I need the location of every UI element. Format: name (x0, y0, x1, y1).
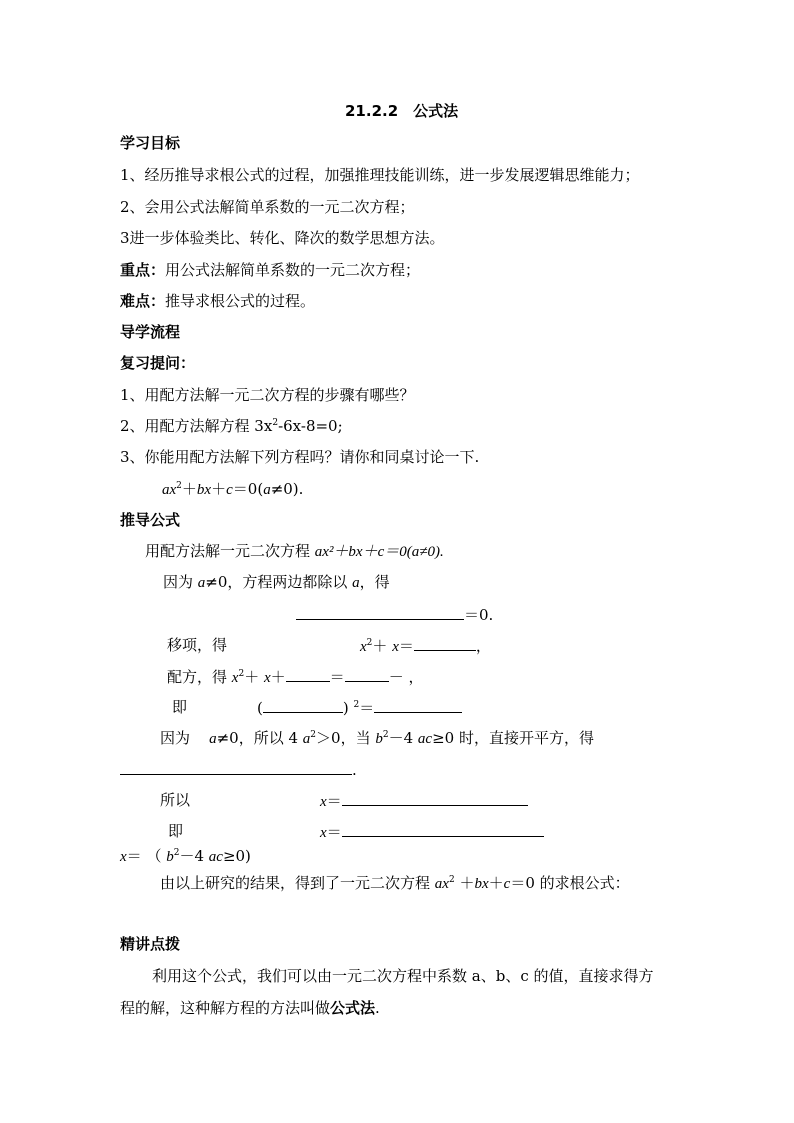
blank-line (120, 759, 352, 775)
eq-plus2: ＋ (211, 480, 227, 498)
sum-a: 由以上研究的结果，得到了一元二次方程 (160, 874, 435, 892)
s7-x: x (320, 825, 327, 841)
s8-c: －4 (179, 847, 209, 865)
difficulty-text: 推导求根公式的过程。 (165, 292, 316, 310)
derive-intro-eq: ax²＋bx＋c＝0(a≠0). (314, 544, 444, 560)
explain-p1: 利用这个公式，我们可以由一元二次方程中系数 a、b、c 的值，直接求得方 (152, 967, 654, 985)
eq-ne: ≠0). (270, 480, 304, 498)
derive-step1 (163, 572, 390, 593)
eq-bx: bx (196, 482, 212, 498)
sum-d: ＝0 的求根公式： (510, 874, 630, 892)
s2-plus: ＋ (372, 637, 388, 655)
s2-end: ， (475, 637, 491, 655)
key-point (120, 260, 420, 280)
explain-p2 (120, 998, 380, 1018)
derive-intro (145, 541, 444, 562)
derive-step4-label: 即 (172, 698, 188, 716)
s8-x: x (120, 849, 127, 865)
derive-step1-blank (296, 604, 493, 625)
s3-x2: x (263, 670, 271, 686)
explain-p2-bold: 公式法 (330, 999, 376, 1017)
review-heading: 复习提问： (120, 354, 196, 372)
derive-heading: 推导公式 (120, 511, 181, 529)
review-q2: 2、用配方法解方程 $3x^2-6x-8=0$; (120, 417, 343, 435)
derive-step2-label: 移项，得 (167, 636, 228, 654)
s8-ac: ac (208, 849, 223, 865)
explain-p2-b: . (375, 999, 380, 1017)
s1-b: ≠0，方程两边都除以 (205, 573, 353, 591)
s3-plus2: ＋ (270, 668, 286, 686)
page-title: 21.2.2 公式法 (345, 102, 459, 120)
sum-c: ＋ (488, 874, 504, 892)
s3-minus: － ， (388, 668, 424, 686)
derive-step3: 配方，得 $x^2+ x+$ ＝ － ， (167, 668, 424, 686)
goal-item-1: 1、经历推导求根公式的过程，加强推理技能训练，进一步发展逻辑思维能力； (120, 166, 640, 184)
eq-a2: a (263, 482, 271, 498)
s3-label: 配方，得 (167, 668, 232, 686)
derive-step6 (320, 790, 528, 812)
s8-d: ≥0) (222, 847, 251, 865)
review-q3: 3、你能用配方法解下列方程吗？请你和同桌讨论一下. (120, 448, 480, 466)
sum-b: ＋ (454, 874, 475, 892)
s3-eq: ＝ (329, 668, 345, 686)
blank-line (263, 697, 343, 713)
explain-heading: 精讲点拨 (120, 935, 181, 953)
explain-p2-a: 程的解，这种解方程的方法叫做 (120, 999, 331, 1017)
derive-step4 (257, 697, 462, 718)
eq-plus: ＋ (181, 480, 197, 498)
s5-e: ≥0 时，直接开平方，得 (432, 729, 594, 747)
goals-heading: 学习目标 (120, 134, 181, 152)
derive-step2: $x^2+ x=$ ， (360, 637, 491, 655)
s8-b: b (166, 849, 174, 865)
s4-close: ) (342, 699, 349, 717)
s6-eq: ＝ (326, 792, 342, 810)
s4-eq: ＝ (359, 699, 375, 717)
derive-intro-text: 用配方法解一元二次方程 (145, 542, 315, 560)
goal-item-3: 3进一步体验类比、转化、降次的数学思想方法。 (120, 229, 445, 247)
goal-item-2: 2、会用公式法解简单系数的一元二次方程； (120, 198, 415, 216)
s2-x: x (360, 639, 367, 655)
s5-c: ＞0，当 (316, 729, 376, 747)
s5-b2: b (375, 731, 383, 747)
s5-end: . (352, 761, 357, 779)
s1-var2: a (352, 575, 360, 591)
blank-line (342, 821, 544, 837)
derive-step8: x＝ （ $b^2-4$ ac≥0) (120, 847, 251, 865)
review-q2-pre: 2、用配方法解方程 3x (120, 417, 273, 435)
s1-tail: ＝0. (464, 606, 494, 624)
s3-plus: ＋ (244, 668, 260, 686)
derive-step5-blank (120, 759, 357, 780)
blank-line (342, 790, 528, 806)
eq-rest: ＝0( (232, 480, 264, 498)
sum-bx: bx (474, 876, 489, 892)
review-q2-post: -6x-8=0; (278, 417, 343, 435)
s5-var2: a (302, 731, 311, 747)
flow-heading: 导学流程 (120, 323, 181, 341)
review-equation: $ax^2+bx+c=0(a\ne 0)$. (162, 480, 304, 498)
s1-a: 因为 (163, 573, 198, 591)
s5-b: ≠0，所以 4 (216, 729, 303, 747)
blank-line (414, 635, 476, 651)
s6-x: x (320, 794, 327, 810)
difficulty-label: 难点： (120, 292, 166, 310)
eq-c: c (226, 482, 233, 498)
derive-step7 (320, 821, 544, 843)
s4-sq: 2 (353, 700, 360, 710)
s1-c: ，得 (359, 573, 390, 591)
eq-ax: ax (162, 482, 177, 498)
s5-a: 因为 (160, 729, 191, 747)
s1-var: a (197, 575, 206, 591)
key-point-text: 用公式法解简单系数的一元二次方程； (165, 261, 421, 279)
s7-eq: ＝ (326, 823, 342, 841)
s5-d: －4 (388, 729, 418, 747)
blank-line (345, 666, 389, 682)
s8-a: ＝ （ (126, 847, 167, 865)
s2-eq: ＝ (398, 637, 414, 655)
derive-step7-label: 即 (168, 822, 184, 840)
sum-cv: c (503, 876, 511, 892)
sum-ax: ax (434, 876, 449, 892)
derive-summary: 由以上研究的结果，得到了一元二次方程 $ax^2 +bx+c=0$ 的求根公式： (160, 874, 630, 892)
difficulty (120, 291, 315, 311)
s5-ac: ac (417, 731, 433, 747)
s2-x2: x (392, 639, 399, 655)
blank-line (374, 697, 462, 713)
review-q1: 1、用配方法解一元二次方程的步骤有哪些？ (120, 386, 415, 404)
blank-line (296, 604, 464, 620)
s3-x: x (231, 670, 239, 686)
derive-step6-label: 所以 (160, 791, 191, 809)
derive-step5: 因为 a≠0，所以 4 $a^2>0$，当 $b^2-4$ ac≥0 时，直接开平方，得 (160, 729, 594, 747)
blank-line (286, 666, 330, 682)
s5-var: a (209, 731, 217, 747)
s4-open: ( (257, 699, 263, 717)
key-point-label: 重点： (120, 261, 166, 279)
